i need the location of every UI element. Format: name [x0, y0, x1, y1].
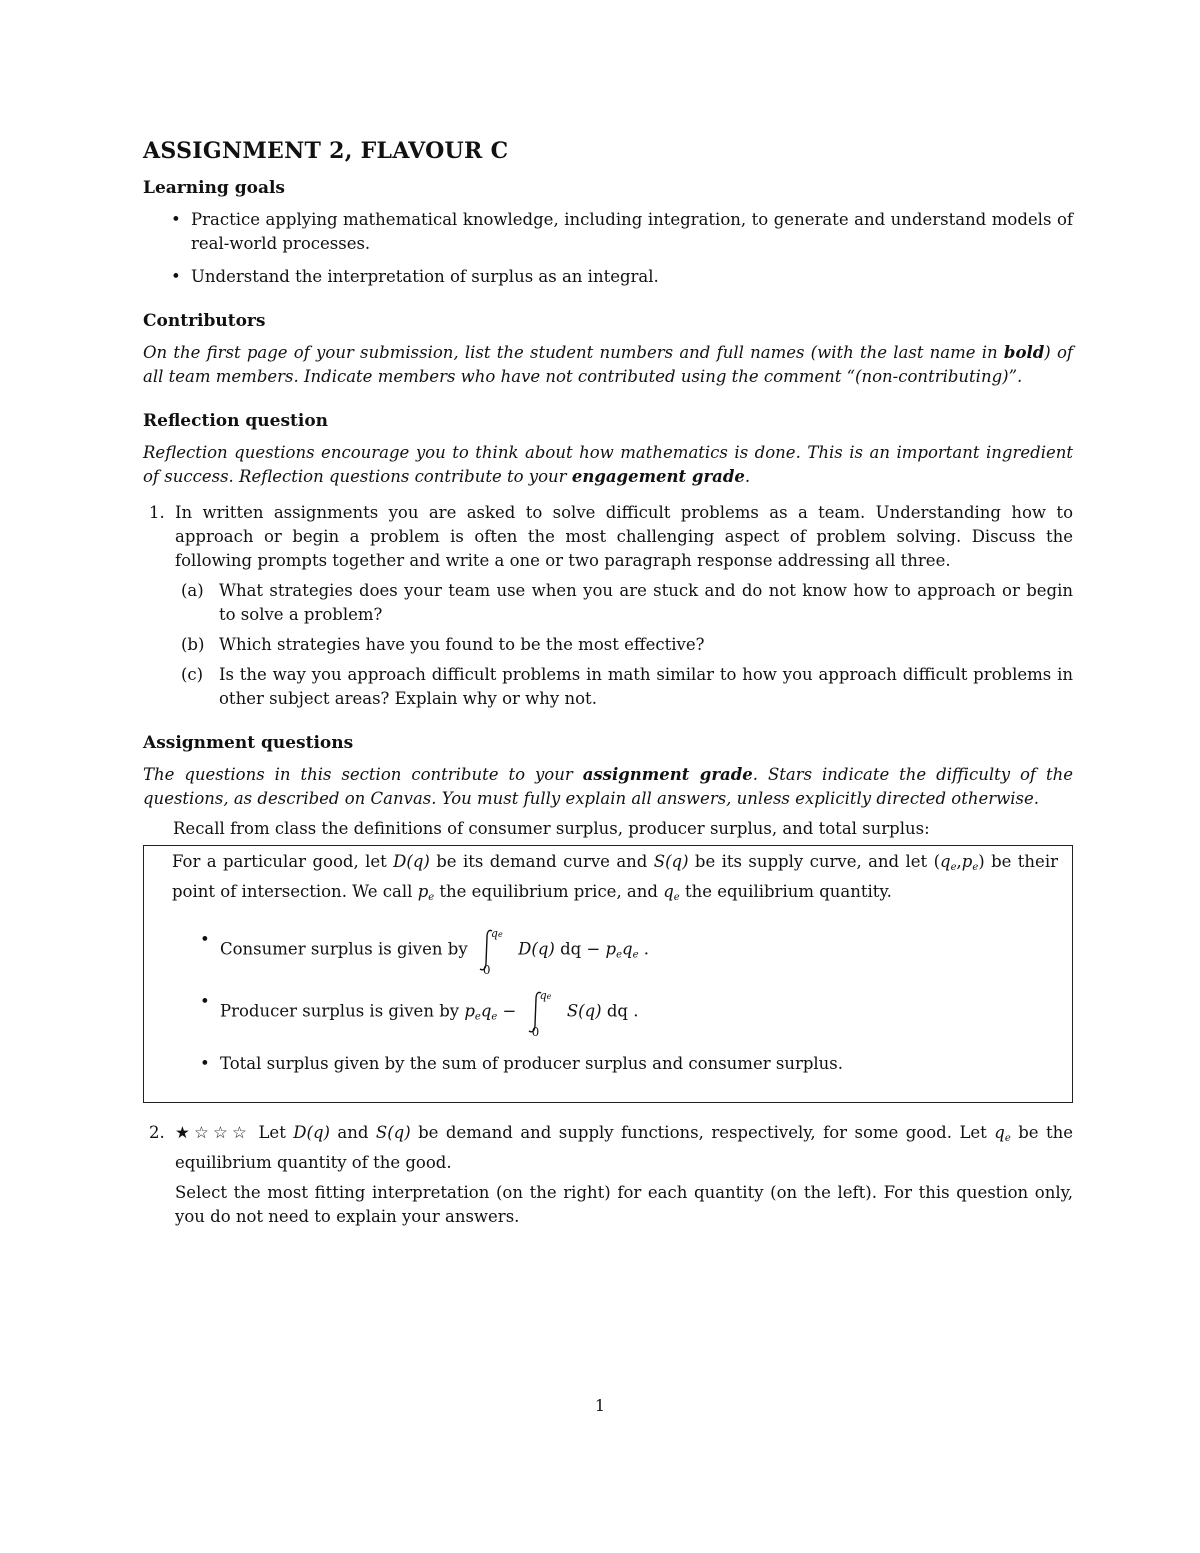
question-2: 2. ★☆☆☆ Let D(q) and S(q) be demand and supply functions, respectively, for some good. Let qe be the equilibrium quantity of the good. Select the most fitting interpretation (on the right) for each quantity (on the left). For this question only, you do not need to explain your answers.	[143, 1121, 1073, 1229]
bold-word: bold	[1003, 343, 1045, 362]
bullet-icon: •	[171, 210, 181, 229]
assignment-intro: The questions in this section contribute to your assignment grade. Stars indicate the difficulty of the questions, as described on Canvas. You must fully explain all answers, unless explicitly directed otherwise.	[143, 765, 1074, 808]
page-number: 1	[594, 1396, 606, 1415]
integral-icon: qe 0	[526, 990, 558, 1034]
assignment-section	[143, 733, 1073, 1229]
reflection-section	[143, 411, 1073, 711]
bullet-icon: •	[200, 930, 210, 949]
bullet-icon: •	[171, 267, 181, 286]
sub-questions	[175, 579, 1073, 711]
difficulty-stars-icon: ★☆☆☆	[175, 1123, 252, 1142]
contributors-text: On the first page of your submission, list the student numbers and full names (with the last name in bold) of all team members. Indicate members who have not contributed using the comment “(non-contributing)”.	[143, 343, 1073, 386]
recall-text: Recall from class the definitions of consumer surplus, producer surplus, and total surplus:	[173, 819, 930, 838]
contributors-section	[143, 311, 1073, 389]
page-title: ASSIGNMENT 2, FLAVOUR C	[143, 138, 509, 164]
learning-goals-section	[143, 178, 1073, 289]
learning-goals-heading: Learning goals	[143, 178, 285, 198]
assignment-questions	[143, 1121, 1073, 1229]
question-2-instructions: Select the most fitting interpretation (on the right) for each quantity (on the left). For this question only, you do not need to explain your answers.	[175, 1183, 1073, 1226]
document-page	[143, 138, 1073, 1251]
learning-goals-list	[143, 208, 1073, 289]
reflection-intro: Reflection questions encourage you to think about how mathematics is done. This is an important ingredient of success. Reflection questions contribute to your engagement grade.	[143, 443, 1073, 486]
sub-question-b: (b) Which strategies have you found to be the most effective?	[181, 635, 705, 654]
sub-question-a: (a) What strategies does your team use when you are stuck and do not know how to approach or begin to solve a problem?	[181, 581, 1073, 624]
bullet-icon: •	[200, 1054, 210, 1073]
integral-icon: qe 0	[477, 928, 509, 972]
definitions-box	[143, 845, 1073, 1103]
box-intro: For a particular good, let D(q) be its demand curve and S(q) be its supply curve, and let (qe,pe) be their point of intersection. We call pe the equilibrium price, and qe the equilibrium quantity.	[172, 852, 1058, 903]
producer-surplus-item: • Producer surplus is given by peqe − qe 0 S(q) dq .	[200, 989, 639, 1039]
question-1: 1. In written assignments you are asked to solve difficult problems as a team. Understanding how to approach or begin a problem is often the most challenging aspect of problem solving. Discuss the following prompts together and write a one or two paragraph response addressing all three. (a) What strategies does your team use when you are stuck and do not know how to approach or begin to solve a problem? (b) Which strategies have you found to be the most effective? (c) Is the way you approach difficult problems in math similar to how you approach difficult problems in other subject areas? Explain why or why not.	[143, 501, 1073, 711]
consumer-surplus-item: • Consumer surplus is given by qe 0 D(q) dq − peqe .	[200, 927, 649, 977]
contributors-heading: Contributors	[143, 311, 266, 331]
assignment-heading: Assignment questions	[143, 733, 354, 753]
bullet-icon: •	[200, 992, 210, 1011]
reflection-questions	[143, 501, 1073, 711]
list-item: • Practice applying mathematical knowledge, including integration, to generate and understand models of real-world processes.	[171, 210, 1073, 253]
sub-question-c: (c) Is the way you approach difficult problems in math similar to how you approach difficult problems in other subject areas? Explain why or why not.	[181, 665, 1073, 708]
surplus-definitions	[172, 928, 1058, 1076]
total-surplus-item: • Total surplus given by the sum of producer surplus and consumer surplus.	[172, 1052, 1058, 1076]
list-item: • Understand the interpretation of surplus as an integral.	[143, 265, 1073, 289]
reflection-heading: Reflection question	[143, 411, 329, 431]
